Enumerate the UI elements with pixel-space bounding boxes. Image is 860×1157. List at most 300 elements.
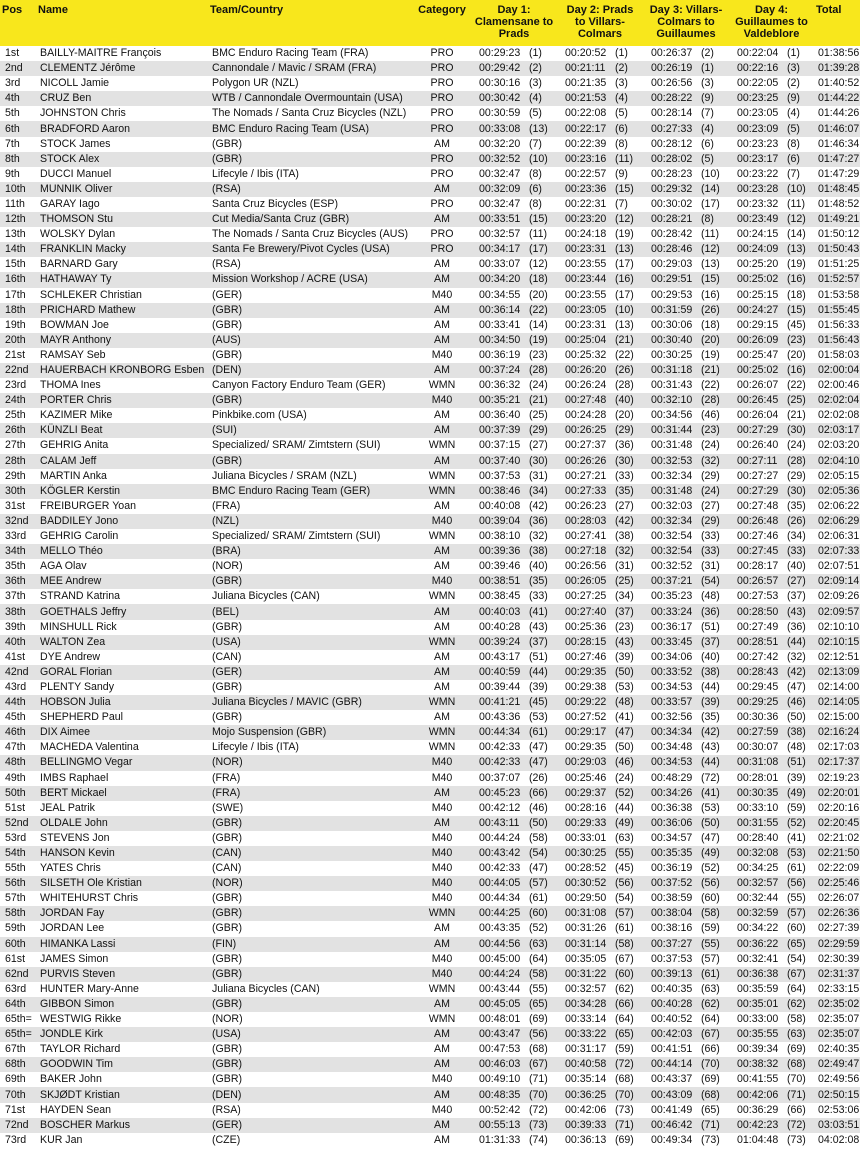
day2-rank: (17) xyxy=(615,288,634,301)
day1-time: 00:37:07 xyxy=(479,771,521,784)
day3-rank: (24) xyxy=(701,484,720,497)
day3-time: 00:31:44 xyxy=(651,424,693,437)
day2-cell xyxy=(557,484,643,499)
day2-rank: (28) xyxy=(615,379,634,392)
day2-cell xyxy=(557,137,643,152)
day1-rank: (25) xyxy=(529,409,548,422)
day1-time: 00:43:44 xyxy=(479,982,521,995)
name-cell: KÜNZLI Beat xyxy=(40,424,103,437)
day4-cell xyxy=(729,635,814,650)
category-cell: AM xyxy=(434,182,450,195)
day3-time: 00:41:49 xyxy=(651,1103,693,1116)
table-row xyxy=(0,529,860,544)
day3-time: 00:38:04 xyxy=(651,907,693,920)
day1-time: 00:30:16 xyxy=(479,77,521,90)
results-body xyxy=(0,46,860,1148)
name-cell: STRAND Katrina xyxy=(40,590,121,603)
day2-rank: (36) xyxy=(615,439,634,452)
day2-time: 00:23:55 xyxy=(565,258,607,271)
table-row xyxy=(0,635,860,650)
total-cell: 02:27:39 xyxy=(818,922,860,935)
table-row xyxy=(0,197,860,212)
day3-time: 00:33:45 xyxy=(651,635,693,648)
table-row xyxy=(0,771,860,786)
day4-time: 00:31:55 xyxy=(737,816,779,829)
day1-rank: (53) xyxy=(529,711,548,724)
name-cell: HIMANKA Lassi xyxy=(40,937,116,950)
day4-time: 00:28:01 xyxy=(737,771,779,784)
day4-cell xyxy=(729,1118,814,1133)
day3-time: 00:27:33 xyxy=(651,122,693,135)
team-cell: (NOR) xyxy=(212,1013,243,1026)
day2-rank: (33) xyxy=(615,469,634,482)
pos-cell: 17th xyxy=(5,288,26,301)
total-cell: 01:56:43 xyxy=(818,333,860,346)
total-cell: 01:38:56 xyxy=(818,47,860,60)
day2-rank: (56) xyxy=(615,877,634,890)
day3-rank: (44) xyxy=(701,680,720,693)
day1-time: 00:29:23 xyxy=(479,47,521,60)
day2-cell xyxy=(557,423,643,438)
total-cell: 02:04:10 xyxy=(818,454,860,467)
day4-rank: (70) xyxy=(787,1073,806,1086)
day3-time: 00:34:26 xyxy=(651,786,693,799)
day2-rank: (2) xyxy=(615,62,628,75)
day3-rank: (67) xyxy=(701,1028,720,1041)
day3-rank: (64) xyxy=(701,1013,720,1026)
total-cell: 01:50:43 xyxy=(818,243,860,256)
day4-rank: (52) xyxy=(787,816,806,829)
day4-time: 00:26:40 xyxy=(737,439,779,452)
day4-rank: (68) xyxy=(787,1058,806,1071)
day3-cell xyxy=(643,212,729,227)
day4-rank: (72) xyxy=(787,1118,806,1131)
day3-rank: (19) xyxy=(701,348,720,361)
day3-cell xyxy=(643,589,729,604)
day1-rank: (10) xyxy=(529,152,548,165)
pos-cell: 65th= xyxy=(5,1013,32,1026)
day1-cell xyxy=(471,121,557,136)
day2-time: 00:31:08 xyxy=(565,907,607,920)
day1-rank: (69) xyxy=(529,1013,548,1026)
day1-rank: (13) xyxy=(529,122,548,135)
day2-time: 00:30:25 xyxy=(565,847,607,860)
day2-cell xyxy=(557,318,643,333)
day4-time: 00:33:10 xyxy=(737,801,779,814)
day3-cell xyxy=(643,288,729,303)
day1-cell xyxy=(471,303,557,318)
day3-rank: (20) xyxy=(701,333,720,346)
category-cell: AM xyxy=(434,1133,450,1146)
day1-time: 00:52:42 xyxy=(479,1103,521,1116)
category-cell: AM xyxy=(434,1028,450,1041)
team-cell: (FIN) xyxy=(212,937,237,950)
day1-time: 00:44:34 xyxy=(479,726,521,739)
day1-cell xyxy=(471,76,557,91)
day3-rank: (1) xyxy=(701,62,714,75)
category-cell: M40 xyxy=(431,1073,453,1086)
day4-time: 00:24:09 xyxy=(737,243,779,256)
day3-rank: (28) xyxy=(701,394,720,407)
name-cell: PLENTY Sandy xyxy=(40,680,115,693)
day3-rank: (22) xyxy=(701,379,720,392)
day3-cell xyxy=(643,967,729,982)
day2-rank: (55) xyxy=(615,847,634,860)
header-pos: Pos xyxy=(2,4,23,16)
day2-rank: (60) xyxy=(615,967,634,980)
total-cell: 02:05:15 xyxy=(818,469,860,482)
day4-rank: (61) xyxy=(787,862,806,875)
day3-rank: (18) xyxy=(701,318,720,331)
pos-cell: 23rd xyxy=(5,379,27,392)
day3-cell xyxy=(643,680,729,695)
day2-rank: (68) xyxy=(615,1073,634,1086)
category-cell: WMN xyxy=(428,907,456,920)
day3-time: 00:32:53 xyxy=(651,454,693,467)
day3-rank: (38) xyxy=(701,665,720,678)
day4-time: 00:36:29 xyxy=(737,1103,779,1116)
day2-time: 00:29:22 xyxy=(565,696,607,709)
day3-cell xyxy=(643,755,729,770)
day1-rank: (37) xyxy=(529,635,548,648)
day2-time: 00:33:01 xyxy=(565,831,607,844)
day1-rank: (60) xyxy=(529,907,548,920)
pos-cell: 18th xyxy=(5,303,26,316)
day3-rank: (27) xyxy=(701,499,720,512)
team-cell: (GBR) xyxy=(212,318,243,331)
total-cell: 01:52:57 xyxy=(818,273,860,286)
day4-cell xyxy=(729,952,814,967)
day1-cell xyxy=(471,288,557,303)
pos-cell: 72nd xyxy=(5,1118,29,1131)
day4-cell xyxy=(729,589,814,604)
category-cell: PRO xyxy=(430,92,454,105)
day3-rank: (73) xyxy=(701,1133,720,1146)
day1-cell xyxy=(471,454,557,469)
day1-rank: (46) xyxy=(529,801,548,814)
day4-rank: (60) xyxy=(787,922,806,935)
day3-cell xyxy=(643,846,729,861)
day2-cell xyxy=(557,755,643,770)
day1-cell xyxy=(471,212,557,227)
day1-rank: (65) xyxy=(529,997,548,1010)
day2-time: 00:27:48 xyxy=(565,394,607,407)
day3-cell xyxy=(643,378,729,393)
day3-time: 00:32:54 xyxy=(651,530,693,543)
day1-cell xyxy=(471,544,557,559)
day1-cell xyxy=(471,997,557,1012)
day2-rank: (22) xyxy=(615,348,634,361)
day4-time: 00:24:15 xyxy=(737,228,779,241)
day1-time: 00:39:46 xyxy=(479,560,521,573)
pos-cell: 6th xyxy=(5,122,20,135)
day4-cell xyxy=(729,76,814,91)
day1-time: 00:43:17 xyxy=(479,650,521,663)
table-row xyxy=(0,242,860,257)
team-cell: (DEN) xyxy=(212,1088,242,1101)
day4-rank: (45) xyxy=(787,318,806,331)
category-cell: WMN xyxy=(428,439,456,452)
name-cell: MACHEDA Valentina xyxy=(40,741,139,754)
day4-cell xyxy=(729,559,814,574)
day1-cell xyxy=(471,695,557,710)
team-cell: (GBR) xyxy=(212,1043,243,1056)
day1-cell xyxy=(471,348,557,363)
day1-rank: (47) xyxy=(529,756,548,769)
day1-cell xyxy=(471,363,557,378)
day1-time: 00:44:24 xyxy=(479,967,521,980)
day4-cell xyxy=(729,333,814,348)
name-cell: KÖGLER Kerstin xyxy=(40,484,121,497)
name-cell: GIBBON Simon xyxy=(40,997,115,1010)
day4-cell xyxy=(729,318,814,333)
day1-cell xyxy=(471,604,557,619)
day3-rank: (43) xyxy=(701,741,720,754)
total-cell: 02:09:26 xyxy=(818,590,860,603)
day2-cell xyxy=(557,348,643,363)
day4-cell xyxy=(729,46,814,61)
day1-cell xyxy=(471,167,557,182)
day1-time: 00:37:53 xyxy=(479,469,521,482)
day4-cell xyxy=(729,891,814,906)
pos-cell: 40th xyxy=(5,635,26,648)
day3-rank: (65) xyxy=(701,1103,720,1116)
day2-rank: (42) xyxy=(615,514,634,527)
day1-cell xyxy=(471,46,557,61)
team-cell: (GBR) xyxy=(212,907,243,920)
day1-rank: (4) xyxy=(529,92,542,105)
day1-cell xyxy=(471,650,557,665)
day1-time: 00:46:03 xyxy=(479,1058,521,1071)
pos-cell: 48th xyxy=(5,756,26,769)
day2-time: 00:26:25 xyxy=(565,424,607,437)
day2-time: 00:27:52 xyxy=(565,711,607,724)
day1-cell xyxy=(471,1042,557,1057)
day4-rank: (30) xyxy=(787,484,806,497)
total-cell: 02:49:56 xyxy=(818,1073,860,1086)
day1-cell xyxy=(471,786,557,801)
day4-cell xyxy=(729,725,814,740)
day4-rank: (20) xyxy=(787,348,806,361)
day4-cell xyxy=(729,755,814,770)
total-cell: 02:15:00 xyxy=(818,711,860,724)
day4-cell xyxy=(729,303,814,318)
total-cell: 02:30:39 xyxy=(818,952,860,965)
category-cell: M40 xyxy=(431,831,453,844)
day4-cell xyxy=(729,1087,814,1102)
day3-time: 00:28:23 xyxy=(651,167,693,180)
day4-time: 00:23:17 xyxy=(737,152,779,165)
day1-cell xyxy=(471,740,557,755)
day4-time: 00:32:59 xyxy=(737,907,779,920)
team-cell: (CAN) xyxy=(212,847,242,860)
header-category: Category xyxy=(418,4,466,16)
team-cell: (GER) xyxy=(212,288,243,301)
category-cell: AM xyxy=(434,620,450,633)
team-cell: (USA) xyxy=(212,1028,241,1041)
category-cell: WMN xyxy=(428,635,456,648)
day4-rank: (43) xyxy=(787,605,806,618)
day1-time: 00:30:59 xyxy=(479,107,521,120)
day2-rank: (71) xyxy=(615,1118,634,1131)
day1-time: 00:34:55 xyxy=(479,288,521,301)
day4-cell xyxy=(729,604,814,619)
day1-rank: (45) xyxy=(529,696,548,709)
day3-cell xyxy=(643,710,729,725)
day2-rank: (73) xyxy=(615,1103,634,1116)
pos-cell: 44th xyxy=(5,696,26,709)
day4-time: 00:30:07 xyxy=(737,741,779,754)
day2-rank: (43) xyxy=(615,635,634,648)
day2-time: 00:23:44 xyxy=(565,273,607,286)
day1-rank: (35) xyxy=(529,575,548,588)
total-cell: 02:20:45 xyxy=(818,816,860,829)
pos-cell: 19th xyxy=(5,318,26,331)
day4-time: 00:22:16 xyxy=(737,62,779,75)
name-cell: RAMSAY Seb xyxy=(40,348,106,361)
day4-time: 00:32:44 xyxy=(737,892,779,905)
day4-cell xyxy=(729,393,814,408)
team-cell: (GER) xyxy=(212,1118,243,1131)
day3-time: 00:32:03 xyxy=(651,499,693,512)
day3-time: 00:43:09 xyxy=(651,1088,693,1101)
day1-cell xyxy=(471,106,557,121)
day1-time: 00:45:05 xyxy=(479,997,521,1010)
table-row xyxy=(0,589,860,604)
day3-cell xyxy=(643,574,729,589)
team-cell: (GER) xyxy=(212,665,243,678)
day2-cell xyxy=(557,921,643,936)
day4-time: 00:28:43 xyxy=(737,665,779,678)
table-row xyxy=(0,348,860,363)
total-cell: 02:35:07 xyxy=(818,1013,860,1026)
day4-cell xyxy=(729,363,814,378)
day4-cell xyxy=(729,1133,814,1148)
day2-cell xyxy=(557,801,643,816)
day3-rank: (44) xyxy=(701,756,720,769)
name-cell: JOHNSTON Chris xyxy=(40,107,126,120)
day1-rank: (50) xyxy=(529,816,548,829)
table-row xyxy=(0,121,860,136)
day4-cell xyxy=(729,921,814,936)
day1-cell xyxy=(471,257,557,272)
day2-cell xyxy=(557,680,643,695)
day4-time: 00:22:05 xyxy=(737,77,779,90)
category-cell: AM xyxy=(434,137,450,150)
day1-rank: (63) xyxy=(529,937,548,950)
total-cell: 02:00:46 xyxy=(818,379,860,392)
day4-cell xyxy=(729,801,814,816)
day1-rank: (18) xyxy=(529,273,548,286)
day1-rank: (6) xyxy=(529,182,542,195)
day2-time: 00:32:57 xyxy=(565,982,607,995)
day3-cell xyxy=(643,982,729,997)
name-cell: STEVENS Jon xyxy=(40,831,110,844)
day1-time: 00:34:20 xyxy=(479,273,521,286)
day4-cell xyxy=(729,982,814,997)
day3-time: 00:32:10 xyxy=(651,394,693,407)
pos-cell: 30th xyxy=(5,484,26,497)
day2-cell xyxy=(557,257,643,272)
day4-time: 00:36:22 xyxy=(737,937,779,950)
day4-cell xyxy=(729,106,814,121)
table-row xyxy=(0,167,860,182)
name-cell: BAKER John xyxy=(40,1073,102,1086)
day2-cell xyxy=(557,167,643,182)
table-row xyxy=(0,559,860,574)
day3-cell xyxy=(643,197,729,212)
day1-time: 00:30:42 xyxy=(479,92,521,105)
total-cell: 01:44:22 xyxy=(818,92,860,105)
day1-time: 00:43:42 xyxy=(479,847,521,860)
day3-time: 00:34:57 xyxy=(651,831,693,844)
day4-time: 00:35:01 xyxy=(737,997,779,1010)
day1-time: 00:37:24 xyxy=(479,364,521,377)
day1-cell xyxy=(471,906,557,921)
table-row xyxy=(0,514,860,529)
category-cell: PRO xyxy=(430,197,454,210)
day1-rank: (36) xyxy=(529,514,548,527)
day3-cell xyxy=(643,363,729,378)
day3-rank: (58) xyxy=(701,907,720,920)
category-cell: M40 xyxy=(431,575,453,588)
day1-rank: (33) xyxy=(529,590,548,603)
day3-rank: (57) xyxy=(701,952,720,965)
day2-time: 00:29:35 xyxy=(565,665,607,678)
day4-time: 00:25:47 xyxy=(737,348,779,361)
total-cell: 02:07:51 xyxy=(818,560,860,573)
category-cell: AM xyxy=(434,605,450,618)
day2-cell xyxy=(557,227,643,242)
day4-rank: (16) xyxy=(787,273,806,286)
day3-time: 00:40:52 xyxy=(651,1013,693,1026)
table-row xyxy=(0,650,860,665)
day1-cell xyxy=(471,1133,557,1148)
name-cell: HANSON Kevin xyxy=(40,847,115,860)
category-cell: M40 xyxy=(431,288,453,301)
day3-rank: (29) xyxy=(701,469,720,482)
day3-cell xyxy=(643,620,729,635)
day1-cell xyxy=(471,1087,557,1102)
total-cell: 01:40:52 xyxy=(818,77,860,90)
team-cell: Specialized/ SRAM/ Zimtstern (SUI) xyxy=(212,439,381,452)
day3-time: 00:40:35 xyxy=(651,982,693,995)
pos-cell: 4th xyxy=(5,92,20,105)
day4-rank: (73) xyxy=(787,1133,806,1146)
team-cell: (AUS) xyxy=(212,333,241,346)
day2-cell xyxy=(557,182,643,197)
pos-cell: 53rd xyxy=(5,831,27,844)
pos-cell: 41st xyxy=(5,650,26,663)
day4-rank: (7) xyxy=(787,167,800,180)
day2-time: 00:35:05 xyxy=(565,952,607,965)
team-cell: Juliana Bicycles (CAN) xyxy=(212,982,320,995)
day2-cell xyxy=(557,635,643,650)
pos-cell: 26th xyxy=(5,424,26,437)
day2-time: 00:28:16 xyxy=(565,801,607,814)
day3-cell xyxy=(643,937,729,952)
day2-rank: (32) xyxy=(615,545,634,558)
category-cell: AM xyxy=(434,680,450,693)
day1-time: 00:32:57 xyxy=(479,228,521,241)
name-cell: JONDLE Kirk xyxy=(40,1028,103,1041)
name-cell: BOWMAN Joe xyxy=(40,318,109,331)
day2-cell xyxy=(557,876,643,891)
day4-cell xyxy=(729,182,814,197)
table-row xyxy=(0,333,860,348)
day1-cell xyxy=(471,152,557,167)
day1-cell xyxy=(471,423,557,438)
